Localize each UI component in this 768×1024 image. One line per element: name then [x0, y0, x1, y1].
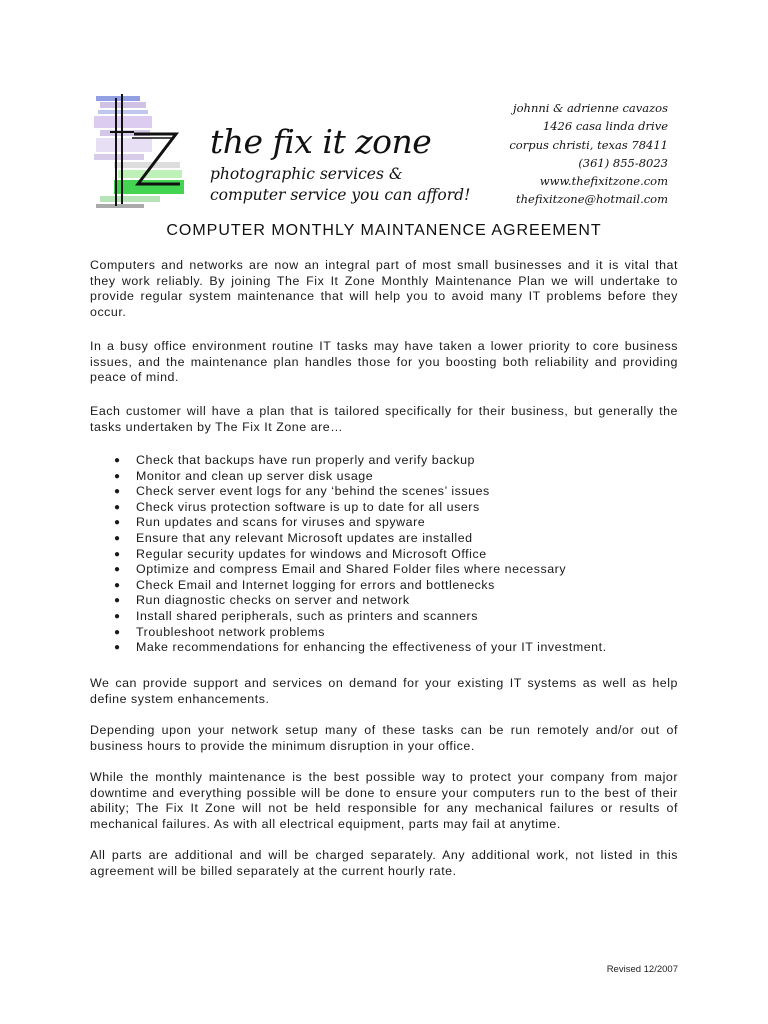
bullet-icon: ● — [114, 486, 121, 498]
bullet-icon: ● — [114, 532, 121, 544]
contact-email: thefixitzone@hotmail.com — [516, 192, 668, 207]
bullet-icon: ● — [114, 564, 121, 576]
bullet-icon: ● — [114, 517, 121, 529]
list-item: ● Check that backups have run properly and verify backup — [114, 453, 475, 467]
list-item: ● Regular security updates for windows and Microsoft Office — [114, 546, 487, 561]
bullet-icon: ● — [114, 610, 121, 622]
paragraph-billing: All parts are additional and will be charged separately. Any additional work, not listed in this agreement will be billed separately at the current hourly rate. — [90, 848, 678, 878]
list-item: ● Install shared peripherals, such as printers and scanners — [114, 608, 478, 623]
bullet-icon: ● — [114, 548, 121, 560]
list-item: ● Check virus protection software is up to date for all users — [114, 499, 480, 514]
list-item: ● Run diagnostic checks on server and network — [114, 593, 410, 608]
list-item: ● Run updates and scans for viruses and spyware — [114, 515, 426, 530]
tagline-line-1: photographic services & — [210, 165, 403, 183]
bullet-icon: ● — [114, 626, 121, 638]
document-title: COMPUTER MONTHLY MAINTANENCE AGREEMENT — [166, 222, 602, 239]
list-item: ● Monitor and clean up server disk usage — [114, 468, 374, 483]
contact-phone: (361) 855-8023 — [578, 155, 668, 170]
contact-street: 1426 casa linda drive — [542, 119, 668, 134]
tagline-line-2: computer service you can afford! — [210, 186, 471, 204]
paragraph-tasks-intro: Each customer will have a plan that is tailored specifically for their business, but generally the tasks undertaken by The Fix It Zone are… — [90, 404, 678, 434]
paragraph-remote: Depending upon your network setup many of these tasks can be run remotely and/or out of business hours to provide the minimum disruption in your office. — [90, 723, 678, 753]
list-item: ● Make recommendations for enhancing the effectiveness of your IT investment. — [114, 640, 607, 655]
list-item: ● Ensure that any relevant Microsoft updates are installed — [114, 530, 473, 545]
bullet-icon: ● — [114, 470, 121, 482]
bullet-icon: ● — [114, 579, 121, 591]
paragraph-liability: While the monthly maintenance is the best possible way to protect your company from major downtime and everything possible will be done to ensure your computers run to the best of their ability; The Fix It Zone will not be held responsible for any mechanical failures or results of mechanical failures. As with all electrical equipment, parts may fail at anytime. — [90, 770, 678, 831]
contact-city: corpus christi, texas 78411 — [509, 137, 668, 152]
bullet-icon: ● — [114, 455, 121, 466]
paragraph-office: In a busy office environment routine IT tasks may have taken a lower priority to core business issues, and the maintenance plan handles those for you boosting both reliability and providing peace of mind. — [90, 339, 678, 385]
paragraph-support: We can provide support and services on demand for your existing IT systems as well as help define system enhancements. — [90, 676, 678, 706]
list-item: ● Check Email and Internet logging for errors and bottlenecks — [114, 577, 495, 592]
contact-block — [509, 99, 668, 209]
fix-it-zone-logo-icon — [94, 94, 206, 210]
bullet-icon: ● — [114, 501, 121, 513]
contact-website: www.thefixitzone.com — [539, 174, 668, 189]
company-name: the fix it zone — [210, 122, 432, 161]
list-item: ● Troubleshoot network problems — [114, 624, 326, 639]
list-item: ● Check server event logs for any ‘behind the scenes’ issues — [114, 484, 490, 499]
bullet-icon: ● — [114, 642, 121, 654]
task-list — [90, 453, 678, 656]
paragraph-intro: Computers and networks are now an integral part of most small businesses and it is vital that they work reliably. By joining The Fix It Zone Monthly Maintenance Plan we will undertake to provide regular system maintenance that will help you to avoid many IT problems before they occur. — [90, 258, 678, 319]
list-item: ● Optimize and compress Email and Shared Folder files where necessary — [114, 562, 567, 577]
revision-date: Revised 12/2007 — [606, 964, 678, 975]
contact-names: johnni & adrienne cavazos — [513, 101, 668, 115]
bullet-icon: ● — [114, 595, 121, 607]
